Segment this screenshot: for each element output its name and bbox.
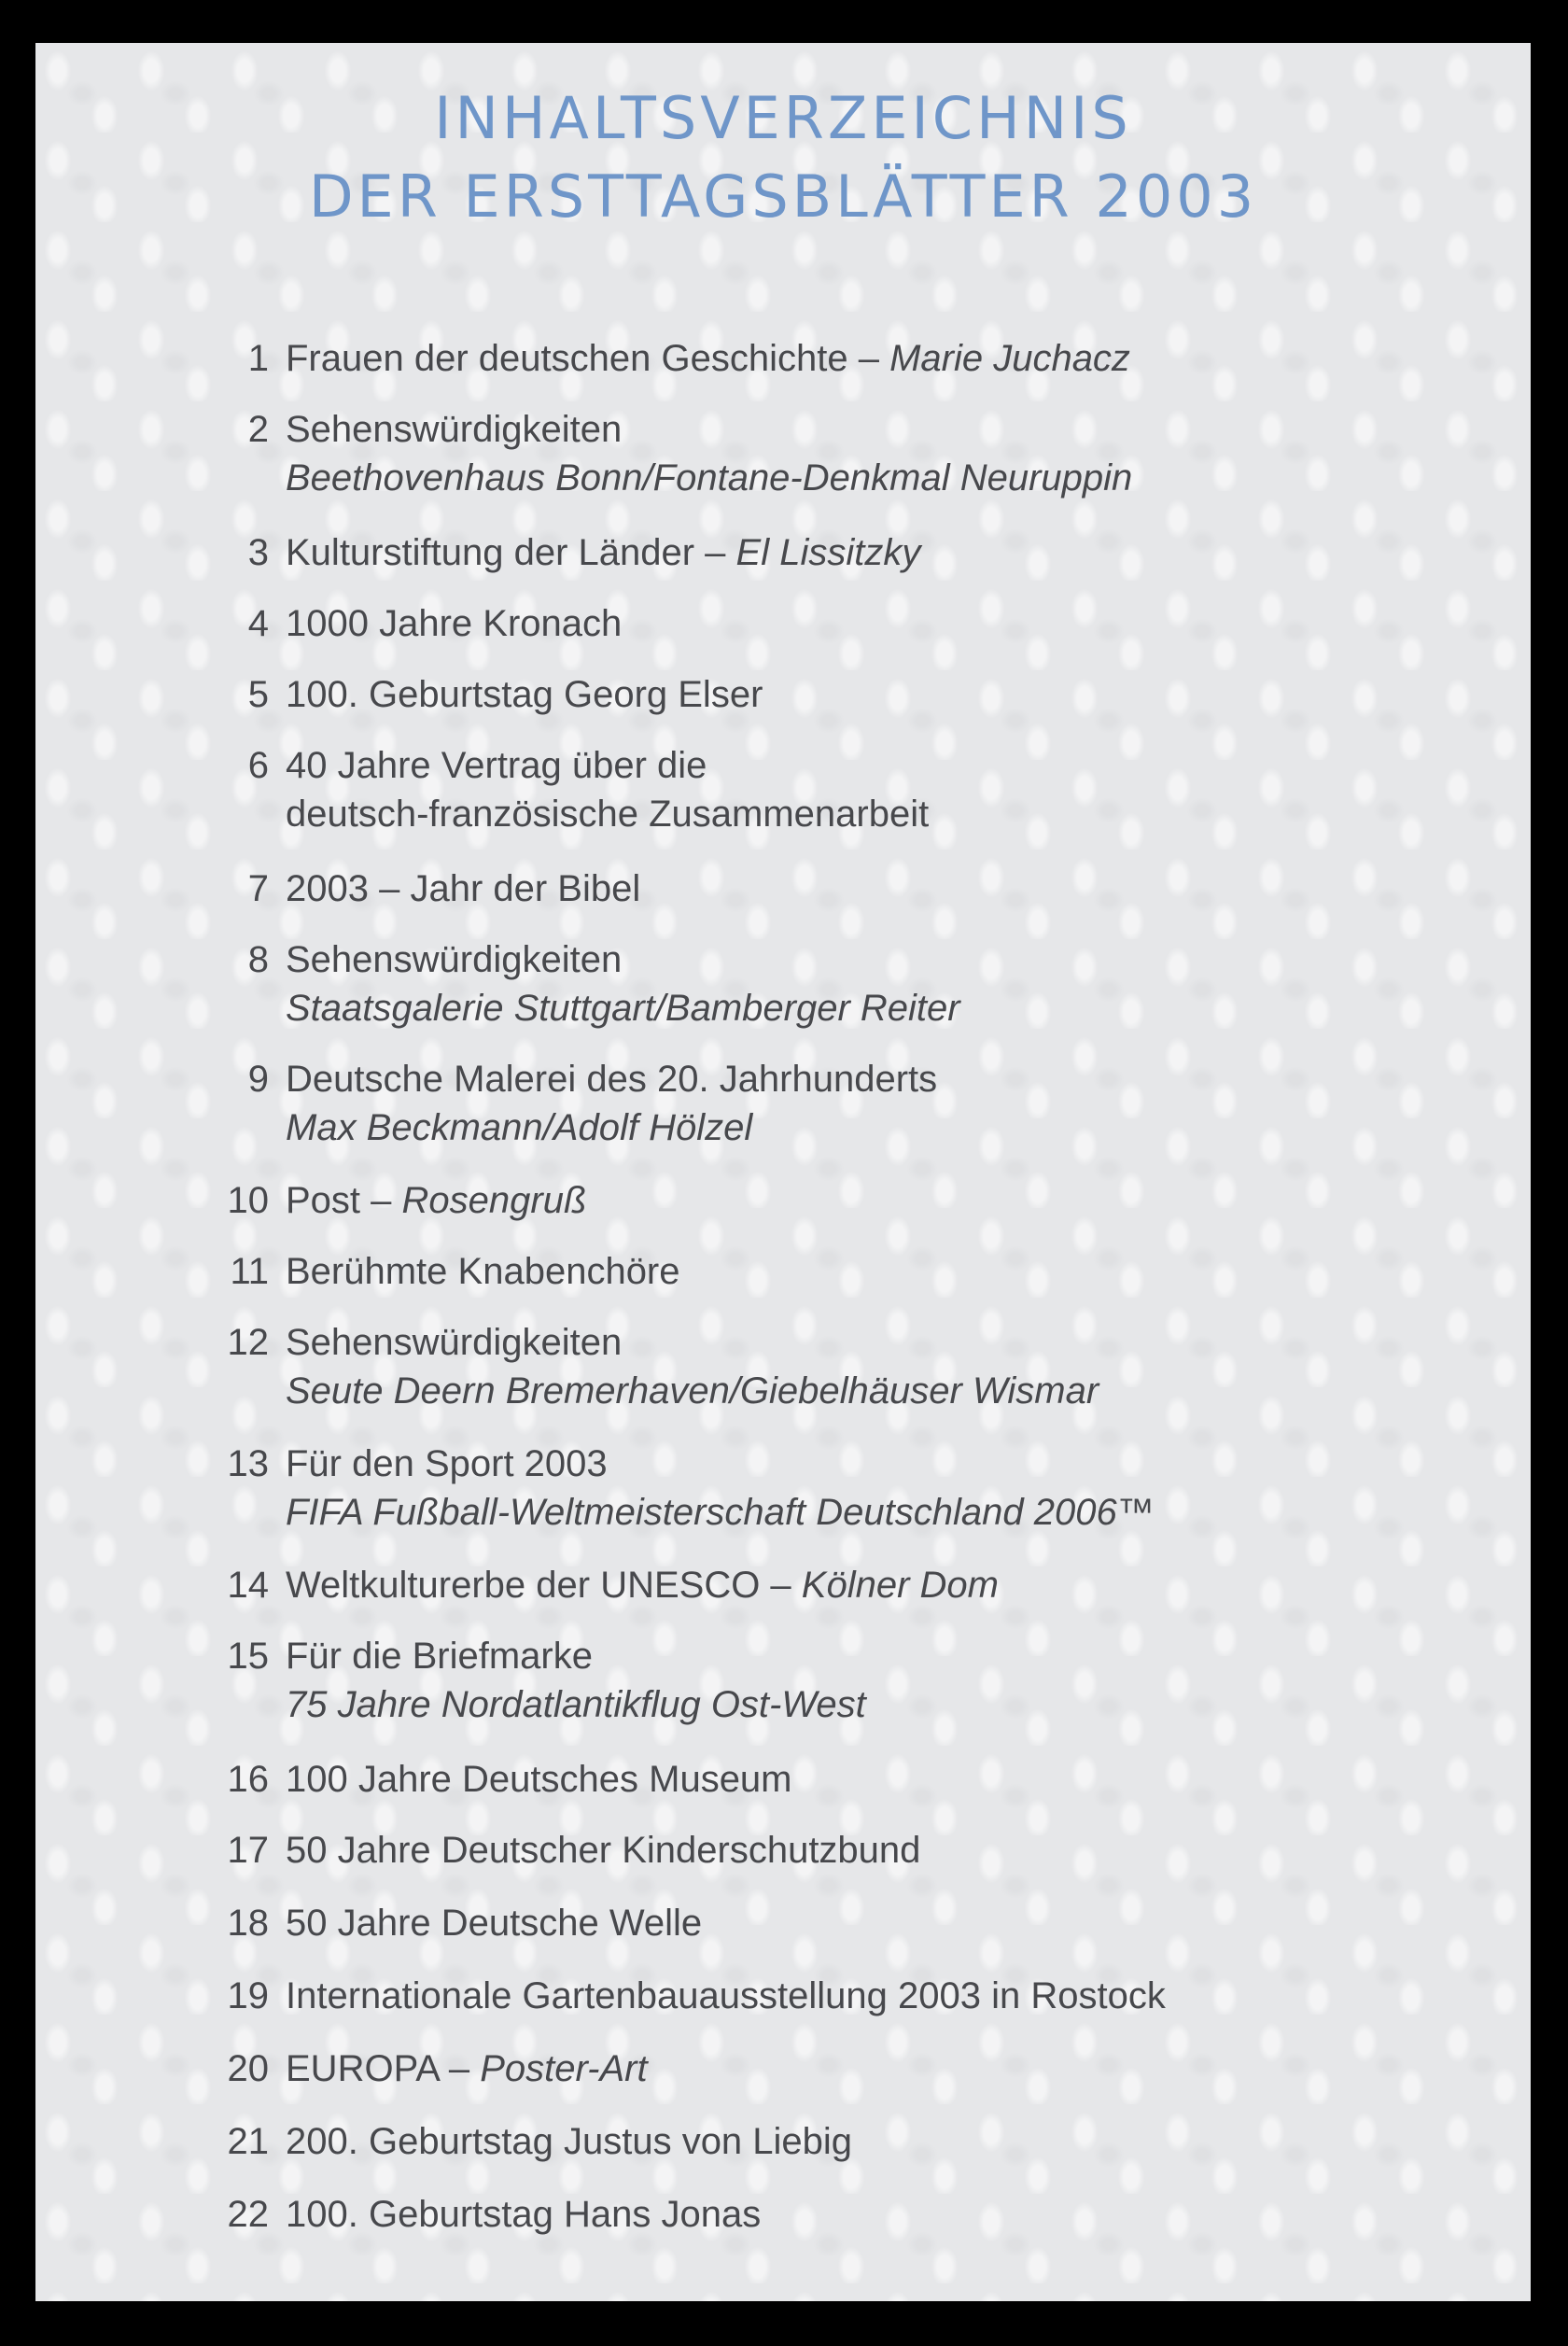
entry-number: 7 <box>247 868 269 909</box>
entry-title-italic: El Lissitzky <box>735 532 921 573</box>
entry-title-regular: Sehenswürdigkeiten <box>286 1322 623 1363</box>
entry-title-italic: Rosengruß <box>401 1180 587 1221</box>
entry-title <box>286 2117 1406 2166</box>
entry-number: 11 <box>230 1251 269 1292</box>
entry-number: 16 <box>227 1759 269 1800</box>
entry-title-line <box>286 1680 1406 1729</box>
entry-title-regular: Weltkulturerbe der UNESCO – <box>286 1565 802 1606</box>
entry-title <box>286 2044 1406 2093</box>
entry-title <box>286 1899 1406 1947</box>
entry-title-line <box>286 984 1406 1033</box>
entry-title-line <box>286 2117 1406 2166</box>
entry-title-italic: Max Beckmann/Adolf Hölzel <box>286 1107 753 1148</box>
entry-title-italic: 75 Jahre Nordatlantikflug Ost-West <box>286 1684 866 1725</box>
entry-title-italic: Seute Deern Bremerhaven/Giebelhäuser Wismar <box>286 1370 1099 1412</box>
entry-title-italic: Kölner Dom <box>801 1565 999 1606</box>
entry-number: 4 <box>247 603 269 644</box>
entry-title-italic: FIFA Fußball-Weltmeisterschaft Deutschland 2006™ <box>286 1492 1155 1533</box>
entry-title-regular: 100. Geburtstag Georg Elser <box>286 674 763 715</box>
entry-title <box>286 670 1406 719</box>
entry-number: 12 <box>227 1322 269 1363</box>
table-of-contents <box>35 43 1531 2301</box>
entry-title-regular: deutsch-französische Zusammenarbeit <box>286 794 930 835</box>
entry-title-regular: Sehenswürdigkeiten <box>286 409 623 450</box>
entry-number: 19 <box>227 1975 269 2016</box>
entry-title-regular: Internationale Gartenbauausstellung 2003 in Rostock <box>286 1975 1166 2016</box>
entry-title <box>286 1561 1406 1609</box>
entry-number: 13 <box>227 1443 269 1484</box>
entry-title-regular: Deutsche Malerei des 20. Jahrhunderts <box>286 1059 938 1100</box>
entry-title-line <box>286 1561 1406 1609</box>
entry-title <box>286 1055 1406 1152</box>
entry-title <box>286 1440 1406 1537</box>
entry-title <box>286 405 1406 502</box>
entry-title-italic: Poster-Art <box>480 2048 648 2089</box>
entry-title-line <box>286 2044 1406 2093</box>
entry-number: 2 <box>247 409 269 450</box>
entry-title-line <box>286 454 1406 502</box>
entry-title-line <box>286 1176 1406 1225</box>
entry-number: 20 <box>227 2048 269 2089</box>
entry-title <box>286 864 1406 913</box>
entry-title-line <box>286 670 1406 719</box>
entry-title <box>286 935 1406 1033</box>
entry-title <box>286 2190 1406 2239</box>
entry-title-regular: Post – <box>286 1180 402 1221</box>
entry-title-line <box>286 405 1406 454</box>
entry-title-regular: Kulturstiftung der Länder – <box>286 532 736 573</box>
entry-title-regular: Für die Briefmarke <box>286 1636 593 1677</box>
entry-number: 1 <box>247 338 269 379</box>
entry-number: 3 <box>247 532 269 573</box>
entry-title-line <box>286 1440 1406 1488</box>
entry-number: 8 <box>247 939 269 980</box>
entry-number: 18 <box>227 1903 269 1944</box>
entry-title-regular: Berühmte Knabenchöre <box>286 1251 680 1292</box>
entry-title-line <box>286 864 1406 913</box>
entry-title-regular: Frauen der deutschen Geschichte – <box>286 338 890 379</box>
entry-title <box>286 334 1406 383</box>
entry-title-line <box>286 741 1406 790</box>
entry-title-regular: Sehenswürdigkeiten <box>286 939 623 980</box>
entry-title-italic: Marie Juchacz <box>889 338 1130 379</box>
entry-title-regular: 1000 Jahre Kronach <box>286 603 623 644</box>
entry-title-regular: 2003 – Jahr der Bibel <box>286 868 641 909</box>
entry-title-line <box>286 1055 1406 1103</box>
entry-title-line <box>286 1632 1406 1680</box>
entry-number: 10 <box>227 1180 269 1221</box>
entry-title-line <box>286 599 1406 648</box>
entry-title <box>286 1632 1406 1729</box>
entry-title-regular: Für den Sport 2003 <box>286 1443 608 1484</box>
entry-number: 14 <box>227 1565 269 1606</box>
entry-number: 17 <box>227 1830 269 1871</box>
entry-title-line <box>286 1755 1406 1804</box>
entry-title <box>286 528 1406 577</box>
entry-title-line <box>286 1318 1406 1367</box>
entry-title <box>286 1318 1406 1415</box>
entry-number: 6 <box>247 745 269 786</box>
entry-title <box>286 1972 1406 2020</box>
entry-title <box>286 1247 1406 1296</box>
entry-title-line <box>286 1899 1406 1947</box>
entry-number: 22 <box>227 2194 269 2235</box>
entry-title <box>286 1826 1406 1875</box>
page-title-line-1: INHALTSVERZEICHNIS <box>434 84 1132 152</box>
entry-title-line <box>286 334 1406 383</box>
entry-title <box>286 741 1406 838</box>
entry-title-line <box>286 1103 1406 1152</box>
entry-number: 9 <box>247 1059 269 1100</box>
entry-title-line <box>286 2190 1406 2239</box>
entry-title-line <box>286 790 1406 838</box>
entry-title-regular: 100. Geburtstag Hans Jonas <box>286 2194 762 2235</box>
document-page <box>35 43 1531 2301</box>
entry-number: 15 <box>227 1636 269 1677</box>
entry-title <box>286 599 1406 648</box>
entry-title-regular: 200. Geburtstag Justus von Liebig <box>286 2121 853 2162</box>
entry-title <box>286 1176 1406 1225</box>
entry-number: 5 <box>247 674 269 715</box>
page-title-line-2: DER ERSTTAGSBLÄTTER 2003 <box>308 162 1258 231</box>
entry-title-line <box>286 1826 1406 1875</box>
entry-title-regular: 50 Jahre Deutsche Welle <box>286 1903 703 1944</box>
entry-title-italic: Staatsgalerie Stuttgart/Bamberger Reiter <box>286 988 960 1029</box>
entry-title-regular: 50 Jahre Deutscher Kinderschutzbund <box>286 1830 921 1871</box>
entry-title-line <box>286 935 1406 984</box>
entry-title-line <box>286 1972 1406 2020</box>
entry-title-regular: 40 Jahre Vertrag über die <box>286 745 707 786</box>
entry-title-line <box>286 1247 1406 1296</box>
entry-title-regular: 100 Jahre Deutsches Museum <box>286 1759 792 1800</box>
entry-title-line <box>286 528 1406 577</box>
entry-title-italic: Beethovenhaus Bonn/Fontane-Denkmal Neuruppin <box>286 457 1133 499</box>
entry-title-line <box>286 1367 1406 1415</box>
entry-title-line <box>286 1488 1406 1537</box>
entry-title <box>286 1755 1406 1804</box>
entry-number: 21 <box>227 2121 269 2162</box>
entry-title-regular: EUROPA – <box>286 2048 481 2089</box>
